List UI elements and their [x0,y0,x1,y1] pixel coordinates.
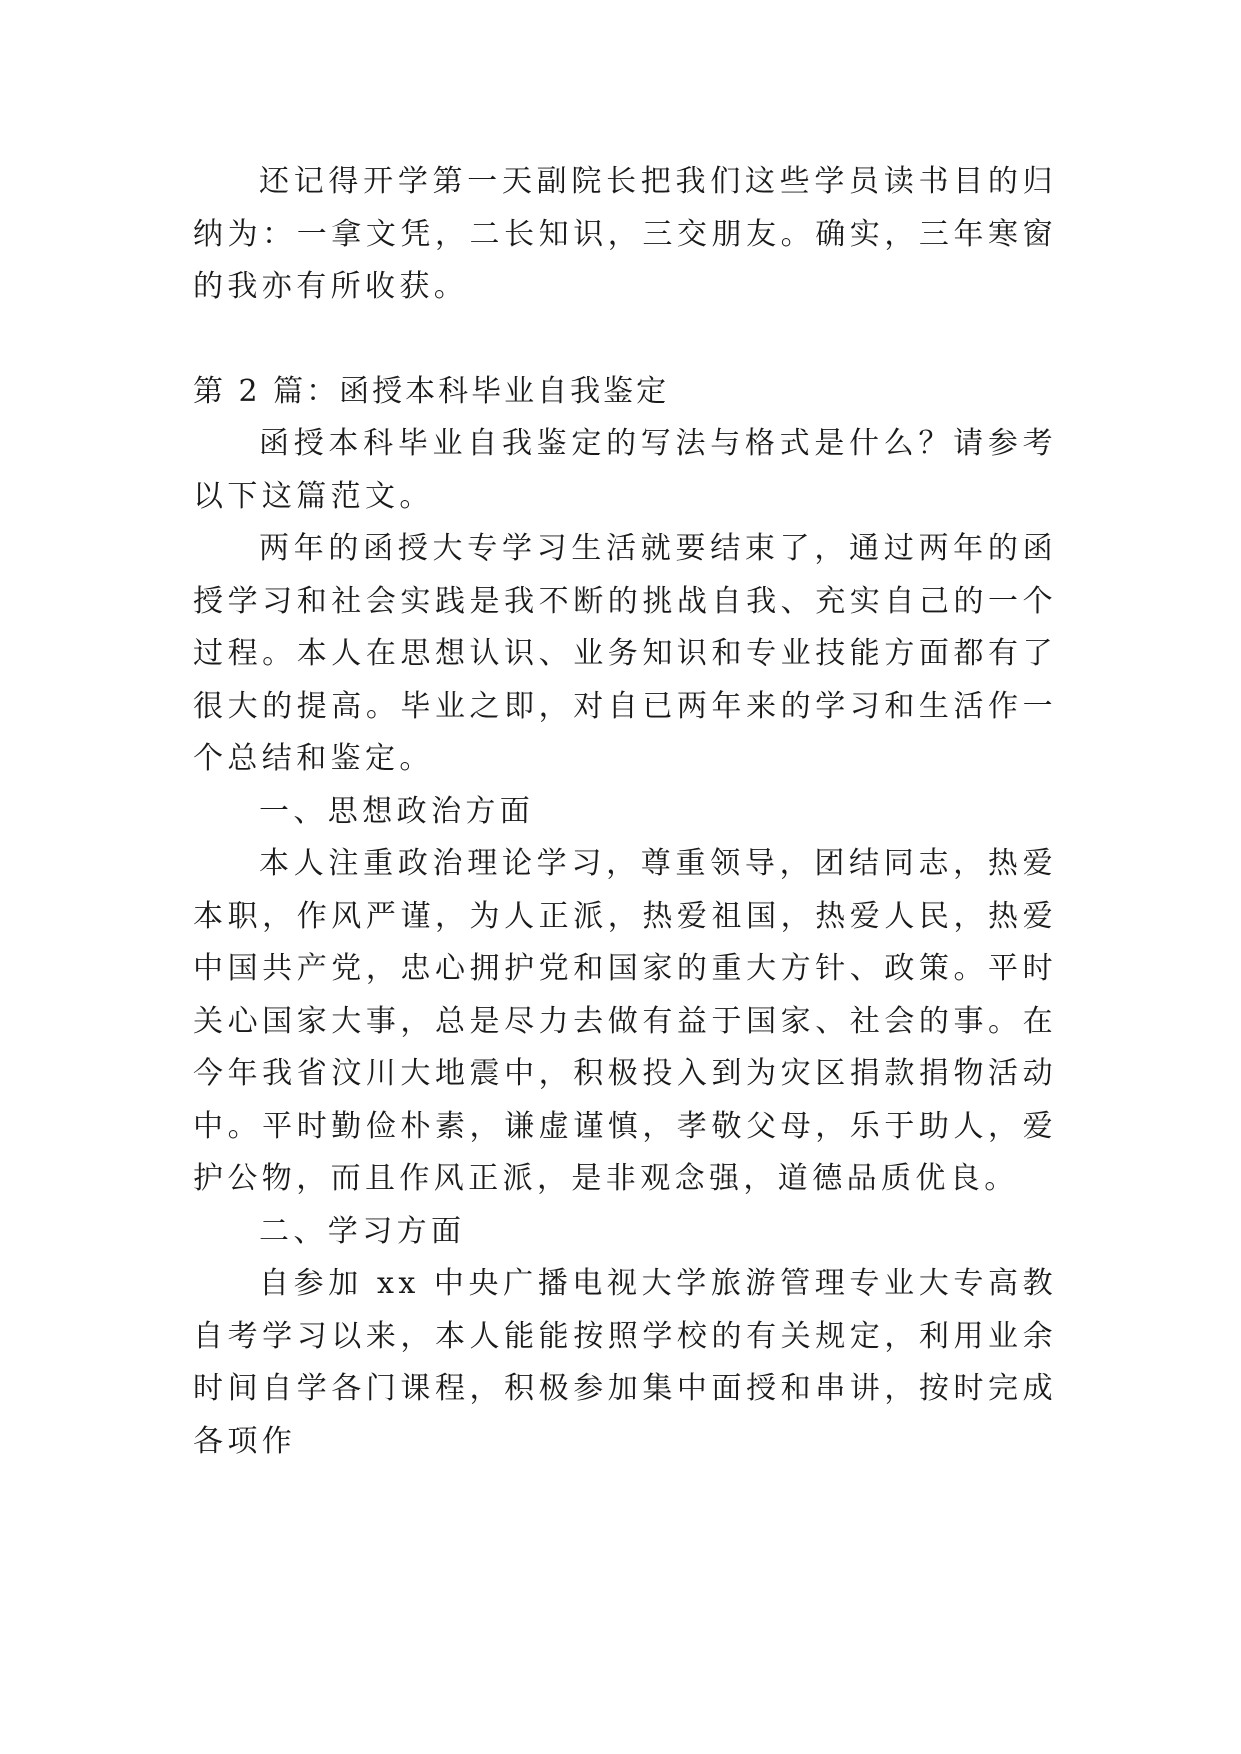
document-body [193,156,1057,1468]
section-title: 第 2 篇：函授本科毕业自我鉴定 [193,373,670,409]
paragraph-overview: 两年的函授大专学习生活就要结束了，通过两年的函授学习和社会实践是我不断的挑战自我、充实自己的一个过程。本人在思想认识、业务知识和专业技能方面都有了很大的提高。毕业之即，对自已两年来的学习和生活作一个总结和鉴定。 [193,531,1057,776]
subheading-study: 二、学习方面 [259,1213,466,1249]
subheading-politics: 一、思想政治方面 [259,793,535,829]
paragraph-intro: 还记得开学第一天副院长把我们这些学员读书目的归纳为：一拿文凭，二长知识，三交朋友。确实，三年寒窗的我亦有所收获。 [193,164,1057,304]
section-gap [193,314,1057,366]
paragraph-politics: 本人注重政治理论学习，尊重领导，团结同志，热爱本职，作风严谨，为人正派，热爱祖国，热爱人民，热爱中国共产党，忠心拥护党和国家的重大方针、政策。平时关心国家大事，总是尽力去做有益于国家、社会的事。在今年我省汶川大地震中，积极投入到为灾区捐款捐物活动中。平时勤俭朴素，谦虚谨慎，孝敬父母，乐于助人，爱护公物，而且作风正派，是非观念强，道德品质优良。 [193,846,1057,1196]
paragraph-study: 自参加 xx 中央广播电视大学旅游管理专业大专高教自考学习以来，本人能能按照学校的有关规定，利用业余时间自学各门课程，积极参加集中面授和串讲，按时完成各项作 [193,1266,1057,1459]
paragraph-question: 函授本科毕业自我鉴定的写法与格式是什么？请参考以下这篇范文。 [193,426,1057,514]
